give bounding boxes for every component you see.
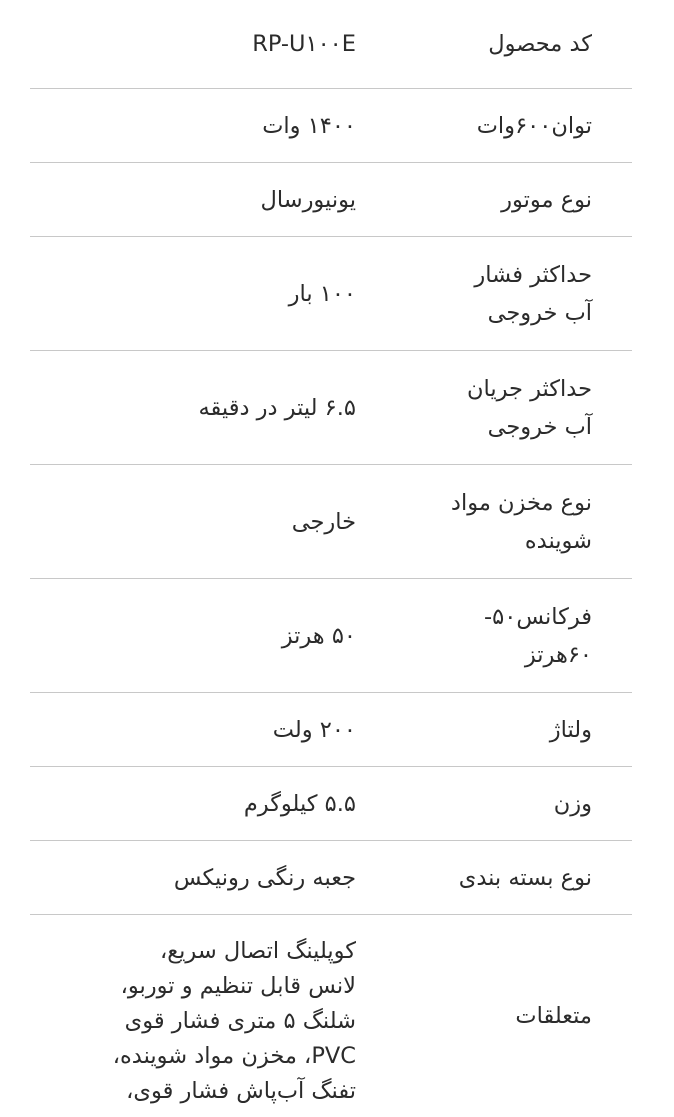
- spec-value: جعبه رنگی رونیکس: [173, 864, 356, 891]
- spec-label: نوع مخزن مواد شوینده: [450, 489, 592, 554]
- spec-value: ۵.۵ کیلوگرم: [243, 790, 356, 817]
- spec-value: خارجی: [291, 508, 356, 535]
- spec-row-detergent-tank: [30, 465, 632, 579]
- spec-value: ۶.۵ لیتر در دقیقه: [198, 394, 356, 421]
- spec-label: حداکثر جریان آب خروجی: [466, 375, 592, 440]
- specifications-table: [30, 0, 632, 1117]
- accessory-line: شلنگ ۵ متری فشار قوی: [124, 1007, 356, 1034]
- accessory-line: تفنگ آب‌پاش فشار قوی،: [126, 1077, 356, 1104]
- accessory-line: لانس قابل تنظیم و توربو،: [120, 972, 356, 999]
- spec-row-max-flow: [30, 351, 632, 465]
- spec-row-product-code: [30, 0, 632, 89]
- spec-value: ۲۰۰ ولت: [272, 716, 356, 743]
- spec-label: وزن: [553, 790, 592, 817]
- spec-value: RP-U۱۰۰E: [252, 31, 356, 57]
- spec-row-weight: [30, 767, 632, 841]
- spec-label: فرکانس۵۰- ۶۰هرتز: [484, 603, 592, 668]
- spec-value: ۵۰ هرتز: [281, 622, 356, 649]
- spec-label: کد محصول: [488, 31, 592, 57]
- spec-row-max-pressure: [30, 237, 632, 351]
- accessory-line: کوپلینگ اتصال سریع،: [159, 937, 356, 964]
- spec-value-list: [30, 924, 396, 1109]
- spec-label: توان۶۰۰وات: [476, 112, 592, 139]
- spec-row-frequency: [30, 579, 632, 693]
- spec-row-accessories: [30, 915, 632, 1117]
- spec-label: ولتاژ: [549, 716, 592, 743]
- spec-row-motor-type: [30, 163, 632, 237]
- spec-value: ۱۰۰ بار: [288, 280, 356, 307]
- spec-row-power: [30, 89, 632, 163]
- spec-label: نوع بسته بندی: [458, 864, 592, 891]
- spec-label: نوع موتور: [501, 186, 592, 213]
- spec-value: یونیورسال: [260, 186, 356, 213]
- spec-row-packaging: [30, 841, 632, 915]
- spec-value: ۱۴۰۰ وات: [262, 112, 356, 139]
- spec-row-voltage: [30, 693, 632, 767]
- accessory-line: PVC، مخزن مواد شوینده،: [112, 1042, 356, 1069]
- spec-label: متعلقات: [515, 1003, 592, 1029]
- spec-label: حداکثر فشار آب خروجی: [474, 261, 592, 326]
